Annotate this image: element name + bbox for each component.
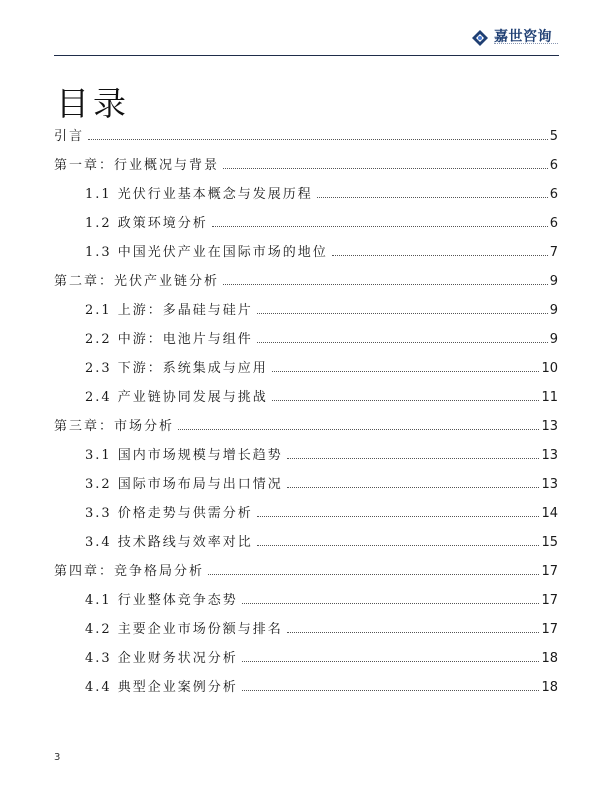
toc-entry-label: 3.1 国内市场规模与增长趋势 [85,448,283,463]
toc-section-entry[interactable] [85,358,558,376]
toc-dot-leader [208,574,539,575]
toc-entry-page: 9 [549,303,558,318]
toc-entry-page: 6 [549,158,558,173]
toc-entry-label: 引言 [54,129,85,144]
toc-entry-label: 1.1 光伏行业基本概念与发展历程 [85,187,313,202]
toc-entry-label: 第四章：竞争格局分析 [54,564,205,579]
toc-dot-leader [287,487,540,488]
toc-entry-label: 4.3 企业财务状况分析 [85,651,238,666]
page-title: 目录 [56,84,130,123]
page-number: 3 [54,752,61,763]
toc-dot-leader [332,255,548,256]
toc-entry-page: 7 [549,245,558,260]
toc-entry-page: 13 [541,477,558,492]
toc-entry-page: 11 [541,390,558,405]
toc-dot-leader [287,632,540,633]
toc-entry-page: 6 [549,216,558,231]
toc-entry-label: 4.1 行业整体竞争态势 [85,593,238,608]
toc-entry-page: 9 [549,274,558,289]
toc-entry-label: 1.3 中国光伏产业在国际市场的地位 [85,245,328,260]
toc-entry-label: 2.2 中游：电池片与组件 [85,332,253,347]
toc-entry-page: 13 [541,448,558,463]
toc-section-entry[interactable] [85,619,558,637]
toc-dot-leader [212,226,548,227]
toc-entry-page: 17 [541,564,558,579]
toc-dot-leader [272,371,540,372]
toc-entry-label: 4.4 典型企业案例分析 [85,680,238,695]
toc-section-entry[interactable] [85,242,558,260]
toc-dot-leader [88,139,548,140]
toc-entry-page: 5 [549,129,558,144]
toc-dot-leader [257,545,540,546]
toc-entry-label: 3.2 国际市场布局与出口情况 [85,477,283,492]
toc-entry-label: 2.3 下游：系统集成与应用 [85,361,268,376]
toc-dot-leader [272,400,540,401]
toc-entry-label: 第二章：光伏产业链分析 [54,274,220,289]
toc-dot-leader [257,516,540,517]
toc-entry-label: 2.1 上游：多晶硅与硅片 [85,303,253,318]
toc-entry-label: 2.4 产业链协同发展与挑战 [85,390,268,405]
toc-entry-page: 10 [541,361,558,376]
toc-section-entry[interactable] [85,532,558,550]
toc-chapter-entry[interactable] [54,271,558,289]
toc-section-entry[interactable] [85,503,558,521]
toc-section-entry[interactable] [85,590,558,608]
toc-entry-label: 第三章：市场分析 [54,419,175,434]
toc-entry-page: 18 [541,651,558,666]
toc-dot-leader [242,690,540,691]
toc-entry-page: 17 [541,622,558,637]
toc-dot-leader [317,197,548,198]
brand-tagline-strip [494,43,558,46]
toc-entry-page: 14 [541,506,558,521]
toc-chapter-entry[interactable] [54,416,558,434]
toc-entry-page: 6 [549,187,558,202]
toc-entry-page: 13 [541,419,558,434]
toc-section-entry[interactable] [85,648,558,666]
toc-entry-page: 9 [549,332,558,347]
toc-section-entry[interactable] [85,300,558,318]
toc-dot-leader [223,284,548,285]
toc-chapter-entry[interactable] [54,561,558,579]
toc-entry-page: 17 [541,593,558,608]
brand-mark-icon [470,28,490,48]
toc-entry-page: 18 [541,680,558,695]
toc-dot-leader [257,342,548,343]
toc-section-entry[interactable] [85,677,558,695]
toc-entry-label: 3.4 技术路线与效率对比 [85,535,253,550]
toc-dot-leader [242,603,540,604]
toc-dot-leader [257,313,548,314]
toc-section-entry[interactable] [85,474,558,492]
toc-section-entry[interactable] [85,387,558,405]
toc-entry-page: 15 [541,535,558,550]
toc-entry-label: 4.2 主要企业市场份额与排名 [85,622,283,637]
brand-name: 嘉世咨询 [494,29,552,45]
toc-chapter-entry[interactable] [54,126,558,144]
toc-dot-leader [242,661,540,662]
toc-section-entry[interactable] [85,213,558,231]
toc-dot-leader [178,429,539,430]
toc-section-entry[interactable] [85,445,558,463]
toc-chapter-entry[interactable] [54,155,558,173]
toc-dot-leader [223,168,548,169]
brand-logo [470,26,560,50]
toc-entry-label: 第一章：行业概况与背景 [54,158,220,173]
toc-dot-leader [287,458,540,459]
header-divider [54,55,559,56]
toc-entry-label: 3.3 价格走势与供需分析 [85,506,253,521]
toc-section-entry[interactable] [85,329,558,347]
toc-section-entry[interactable] [85,184,558,202]
toc-entry-label: 1.2 政策环境分析 [85,216,208,231]
